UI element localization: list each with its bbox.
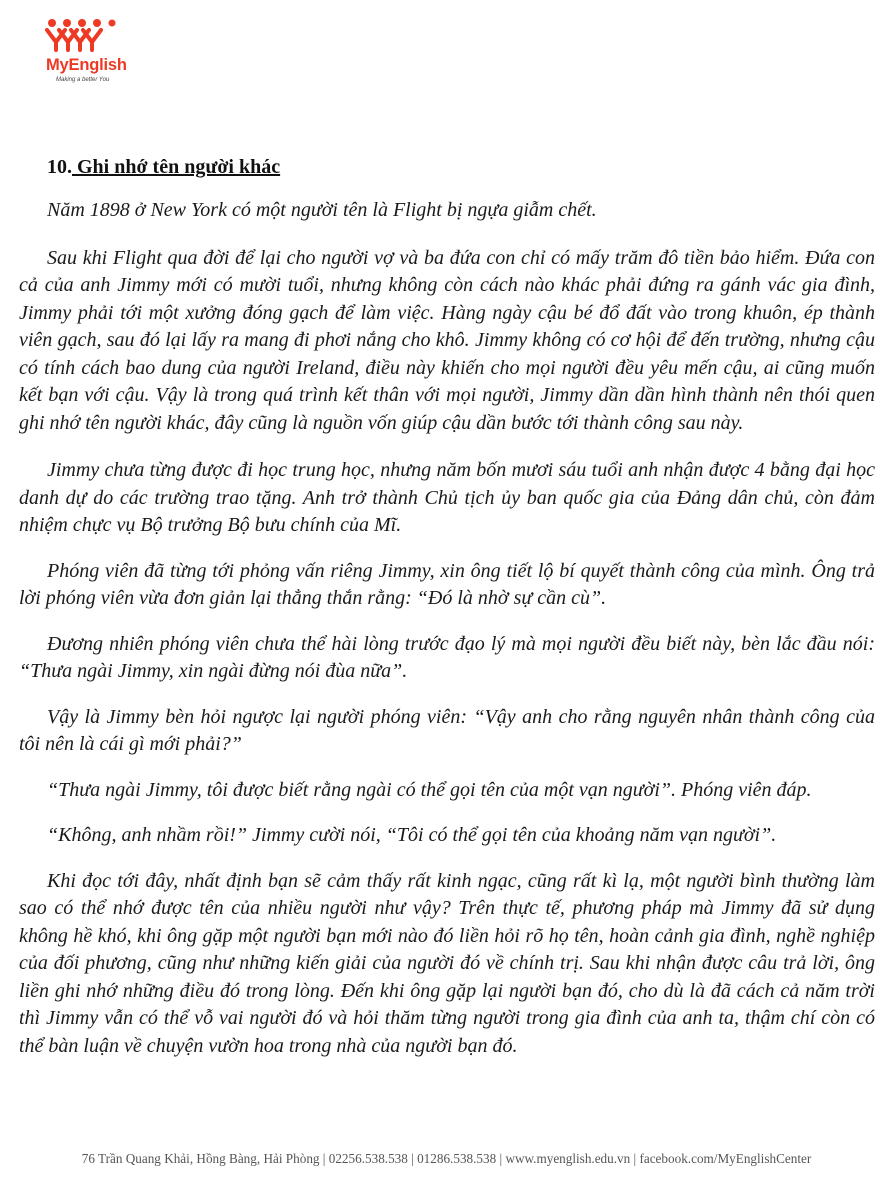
paragraph: Sau khi Flight qua đời để lại cho người vợ và ba đứa con chỉ có mấy trăm đô tiền bảo hiểm. Đứa con cả của anh Jimmy mới có mười tuổi, nhưng không còn cách nào khác phải đứng ra gánh vác gia đình, Jimmy phải tới một xưởng đóng gạch để làm việc. Hàng ngày cậu bé đổ đất vào trong khuôn, ép thành viên gạch, sau đó lại lấy ra mang đi phơi nắng cho khô. Jimmy không có cơ hội để đến trường, nhưng cậu có tính cách bao dung của người Ireland, điều này khiến cho mọi người đều yêu mến cậu, ai cũng muốn kết bạn với cậu. Vậy là trong quá trình kết thân với mọi người, Jimmy dần dần hình thành nên thói quen ghi nhớ tên người khác, đây cũng là nguồn vốn giúp cậu dần bước tới thành công sau này. (19, 246, 875, 434)
page-footer: 76 Trần Quang Khải, Hồng Bàng, Hải Phòng | 02256.538.538 | 01286.538.538 | www.myenglish.edu.vn | facebook.com/MyEnglishCenter (81, 1151, 812, 1166)
brand-tagline: Making a better You (56, 77, 110, 83)
brand-name: MyEnglish (46, 56, 127, 74)
section-heading (47, 156, 280, 179)
paragraph: “Thưa ngài Jimmy, tôi được biết rằng ngài có thể gọi tên của một vạn người”. Phóng viên đáp. (47, 778, 812, 801)
article-body (19, 197, 875, 1060)
brand-logo[interactable] (44, 18, 174, 88)
paragraph: Vậy là Jimmy bèn hỏi ngược lại người phóng viên: “Vậy anh cho rằng nguyên nhân thành công của tôi nên là cái gì mới phải?” (19, 705, 875, 755)
paragraph: Khi đọc tới đây, nhất định bạn sẽ cảm thấy rất kinh ngạc, cũng rất kì lạ, một người bình thường làm sao có thể nhớ được tên của nhiều người như vậy? Trên thực tế, phương pháp mà Jimmy đã sử dụng không hề khó, khi ông gặp một người bạn mới nào đó liền hỏi rõ họ tên, hoàn cảnh gia đình, nghề nghiệp của đối phương, cũng như những kiến giải của người đó về chính trị. Sau khi nhận được câu trả lời, ông liền ghi nhớ những điều đó trong lòng. Đến khi ông gặp lại người bạn đó, cho dù là đã cách cả năm trời thì Jimmy vẫn có thể vỗ vai người đó và hỏi thăm từng người trong gia đình của anh ta, thậm chí còn có thể bàn luận về chuyện vườn hoa trong nhà của người bạn đó. (19, 869, 875, 1057)
paragraph: Đương nhiên phóng viên chưa thể hài lòng trước đạo lý mà mọi người đều biết này, bèn lắc đầu nói: “Thưa ngài Jimmy, xin ngài đừng nói đùa nữa”. (19, 632, 875, 682)
paragraph: “Không, anh nhầm rồi!” Jimmy cười nói, “Tôi có thể gọi tên của khoảng năm vạn người”. (47, 824, 777, 846)
section-title: Ghi nhớ tên người khác (72, 156, 281, 178)
section-number: 10. (47, 156, 72, 178)
paragraph: Năm 1898 ở New York có một người tên là Flight bị ngựa giẫm chết. (47, 199, 597, 221)
paragraph: Jimmy chưa từng được đi học trung học, nhưng năm bốn mươi sáu tuổi anh nhận được 4 bằng đại học danh dự do các trường trao tặng. Anh trở thành Chủ tịch ủy ban quốc gia của Đảng dân chủ, còn đảm nhiệm chực vụ Bộ trưởng Bộ bưu chính của Mĩ. (19, 459, 875, 536)
people-logo-icon (44, 18, 116, 54)
paragraph: Phóng viên đã từng tới phỏng vấn riêng Jimmy, xin ông tiết lộ bí quyết thành công của mình. Ông trả lời phóng viên vừa đơn giản lại thẳng thắn rằng: “Đó là nhờ sự cần cù”. (19, 559, 875, 609)
